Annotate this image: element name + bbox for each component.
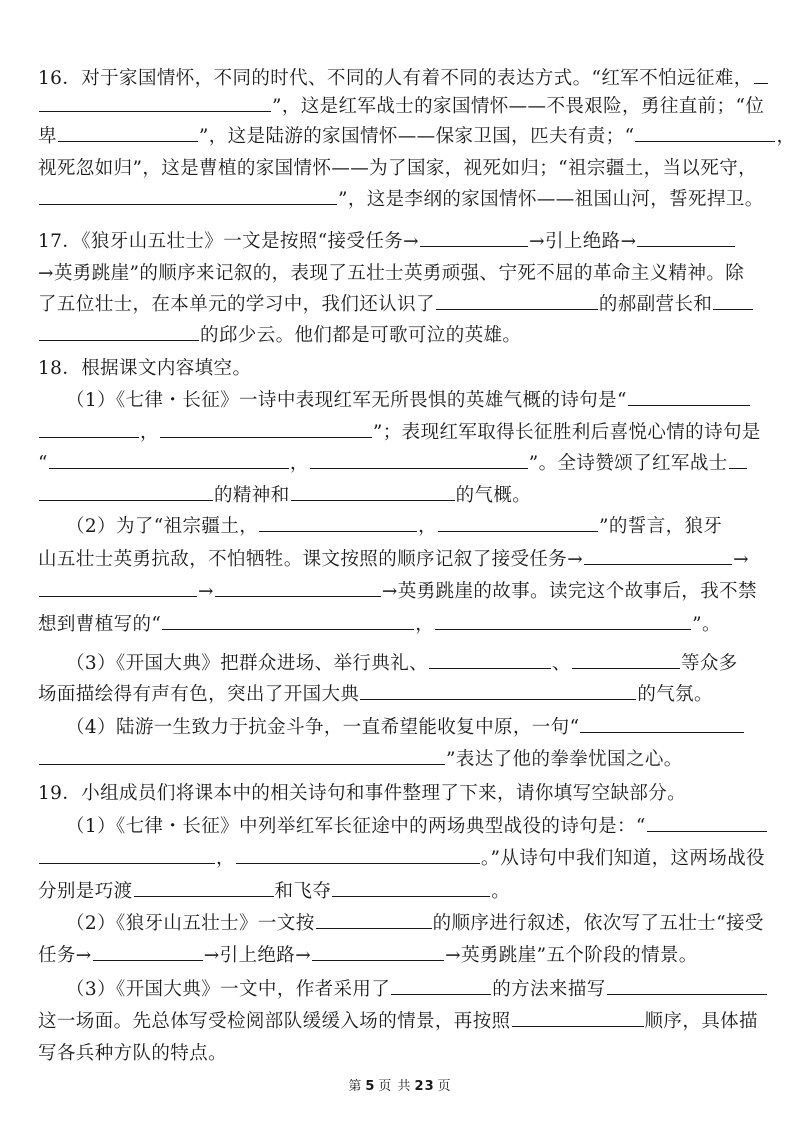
text: 19．小组成员们将课本中的相关诗句和事件整理了下来，请你填写空缺部分。 bbox=[38, 783, 687, 804]
answer-blank[interactable] bbox=[512, 1010, 644, 1027]
total-pages: 23 bbox=[414, 1079, 435, 1094]
q16-line-5 bbox=[38, 188, 768, 212]
q19-1-line-1 bbox=[66, 815, 768, 839]
q17-line-2 bbox=[38, 262, 768, 286]
text: 视死忽如归”，这是曹植的家国情怀——为了国家，视死如归；“祖宗疆土，当以死守， bbox=[38, 158, 758, 179]
answer-blank[interactable] bbox=[332, 880, 490, 897]
text: ， bbox=[140, 422, 159, 443]
q18-1-line-4 bbox=[38, 484, 768, 508]
text: ”，这是李纲的家国情怀——祖国山河，誓死捍卫。 bbox=[338, 189, 764, 210]
q16-line-1 bbox=[38, 67, 768, 91]
text: 的邱少云。他们都是可歌可泣的英雄。 bbox=[200, 325, 522, 346]
text: （1）《七律・长征》一诗中表现红军无所畏惧的英雄气概的诗句是“ bbox=[66, 390, 627, 411]
text: ”。 bbox=[692, 614, 721, 635]
answer-blank[interactable] bbox=[391, 978, 491, 995]
text: 了五位壮士，在本单元的学习中，我们还认识了 bbox=[38, 294, 435, 315]
answer-blank[interactable] bbox=[160, 421, 372, 438]
text: 顺序，具体描 bbox=[644, 1011, 758, 1032]
text: （2）《狼牙山五壮士》一文按 bbox=[66, 913, 315, 934]
text: ， bbox=[289, 453, 309, 474]
q19-2-line-1 bbox=[66, 912, 768, 936]
answer-blank[interactable] bbox=[39, 188, 337, 205]
answer-blank[interactable] bbox=[316, 912, 432, 929]
answer-blank[interactable] bbox=[754, 67, 768, 84]
text: ， bbox=[776, 126, 796, 147]
q16-line-3 bbox=[38, 125, 796, 149]
text: “ bbox=[38, 453, 48, 474]
text: ”表达了他的拳拳忧国之心。 bbox=[446, 749, 683, 770]
q19-3-line-3 bbox=[38, 1042, 768, 1066]
text: 的精神和 bbox=[214, 485, 290, 506]
answer-blank[interactable] bbox=[435, 613, 691, 630]
text: 想到曹植写的“ bbox=[38, 614, 162, 635]
answer-blank[interactable] bbox=[607, 978, 767, 995]
q19-1-line-2 bbox=[38, 847, 768, 871]
text: 场面描绘得有声有色，突出了开国大典 bbox=[38, 684, 360, 705]
text: （1）《七律・长征》中列举红军长征途中的两场典型战役的诗句是：“ bbox=[66, 816, 646, 837]
answer-blank[interactable] bbox=[436, 293, 598, 310]
q18-2-line-4 bbox=[38, 613, 768, 637]
text: ”，这是陆游的家国情怀——保家卫国，匹夫有责；“ bbox=[198, 126, 635, 147]
text: 的顺序进行叙述，依次写了五壮士“接受 bbox=[432, 913, 764, 934]
q17-line-3 bbox=[38, 293, 768, 317]
q17-line-4 bbox=[38, 324, 768, 348]
answer-blank[interactable] bbox=[628, 389, 750, 406]
answer-blank[interactable] bbox=[39, 748, 445, 765]
answer-blank[interactable] bbox=[637, 230, 735, 247]
text: 写各兵种方队的特点。 bbox=[38, 1043, 228, 1064]
text: 等众多 bbox=[680, 653, 738, 674]
q18-2-line-3 bbox=[38, 580, 768, 604]
text: → bbox=[198, 581, 214, 602]
text: 的气氛。 bbox=[637, 684, 713, 705]
answer-blank[interactable] bbox=[310, 452, 528, 469]
answer-blank[interactable] bbox=[312, 944, 444, 961]
text: ， bbox=[418, 516, 438, 537]
answer-blank[interactable] bbox=[39, 95, 271, 112]
answer-blank[interactable] bbox=[729, 452, 747, 469]
answer-blank[interactable] bbox=[49, 452, 289, 469]
text: 任务→ bbox=[38, 945, 92, 966]
page-number: 5 bbox=[365, 1079, 376, 1094]
q19-1-line-3 bbox=[38, 880, 768, 904]
answer-blank[interactable] bbox=[236, 847, 480, 864]
q16-line-2 bbox=[38, 95, 768, 119]
answer-blank[interactable] bbox=[360, 683, 636, 700]
q19-2-line-2 bbox=[38, 944, 768, 968]
text: ”。全诗赞颂了红军战士 bbox=[528, 453, 728, 474]
answer-blank[interactable] bbox=[39, 421, 139, 438]
footer-text: 页 共 bbox=[378, 1079, 412, 1094]
text: 这一场面。先总体写受检阅部队缓缓入场的情景，再按照 bbox=[38, 1011, 511, 1032]
answer-blank[interactable] bbox=[39, 484, 213, 501]
q18-3-line-1 bbox=[66, 652, 768, 676]
q18-4-line-2 bbox=[38, 748, 768, 772]
text: ”；表现红军取得长征胜利后喜悦心情的诗句是 bbox=[372, 422, 761, 443]
text: （3）《开国大典》把群众进场、举行典礼、 bbox=[66, 653, 429, 674]
answer-blank[interactable] bbox=[39, 847, 215, 864]
text: →英勇跳崖的故事。读完这个故事后，我不禁 bbox=[381, 581, 757, 602]
text: ”，这是红军战士的家国情怀——不畏艰险，勇往直前；“位 bbox=[272, 96, 765, 117]
q19-3-line-1 bbox=[66, 978, 768, 1002]
text: 分别是巧渡 bbox=[38, 881, 133, 902]
q18-1-line-1 bbox=[66, 389, 768, 413]
footer-text: 页 bbox=[437, 1079, 452, 1094]
text: →英勇跳崖”五个阶段的情景。 bbox=[445, 945, 698, 966]
text: 、 bbox=[552, 653, 571, 674]
answer-blank[interactable] bbox=[584, 548, 732, 565]
q18-2-line-2 bbox=[38, 548, 768, 572]
text: 18．根据课文内容填空。 bbox=[38, 358, 252, 379]
answer-blank[interactable] bbox=[647, 815, 767, 832]
answer-blank[interactable] bbox=[39, 580, 197, 597]
text: 和飞夺 bbox=[274, 881, 332, 902]
q18-4-line-1 bbox=[66, 716, 768, 740]
q19-3-line-2 bbox=[38, 1010, 768, 1034]
q19-title bbox=[38, 782, 768, 806]
answer-blank[interactable] bbox=[215, 580, 381, 597]
text: →英勇跳崖”的顺序来记叙的，表现了五壮士英勇顽强、宁死不屈的革命主义精神。除 bbox=[38, 263, 745, 284]
text: 的郝副营长和 bbox=[598, 294, 713, 315]
text: （3）《开国大典》一文中，作者采用了 bbox=[66, 979, 391, 1000]
q18-2-line-1 bbox=[66, 515, 768, 539]
answer-blank[interactable] bbox=[291, 484, 455, 501]
text: ”的誓言，狼牙 bbox=[599, 516, 723, 537]
text: →引上绝路→ bbox=[203, 945, 312, 966]
answer-blank[interactable] bbox=[580, 716, 744, 733]
answer-blank[interactable] bbox=[713, 293, 753, 310]
text: →引上绝路→ bbox=[529, 231, 637, 252]
text: （4）陆游一生致力于抗金斗争，一直希望能收复中原，一句“ bbox=[66, 717, 580, 738]
answer-blank[interactable] bbox=[259, 515, 417, 532]
text: → bbox=[733, 549, 750, 570]
answer-blank[interactable] bbox=[134, 880, 274, 897]
answer-blank[interactable] bbox=[420, 230, 528, 247]
answer-blank[interactable] bbox=[429, 652, 551, 669]
q18-3-line-2 bbox=[38, 683, 768, 707]
text: 17．《狼牙山五壮士》一文是按照“接受任务→ bbox=[38, 231, 420, 252]
answer-blank[interactable] bbox=[438, 515, 598, 532]
answer-blank[interactable] bbox=[635, 125, 775, 142]
q18-1-line-3 bbox=[38, 452, 768, 476]
text: 16．对于家国情怀，不同的时代、不同的人有着不同的表达方式。“红军不怕远征难， bbox=[38, 68, 753, 89]
q18-title bbox=[38, 357, 768, 381]
answer-blank[interactable] bbox=[93, 944, 203, 961]
text: （2）为了“祖宗疆土， bbox=[66, 516, 259, 537]
answer-blank[interactable] bbox=[572, 652, 680, 669]
text: 的气概。 bbox=[455, 485, 532, 506]
q18-1-line-2 bbox=[38, 421, 768, 445]
text: 卑 bbox=[38, 126, 57, 147]
text: 。”从诗句中我们知道，这两场战役 bbox=[480, 848, 766, 869]
text: 山五壮士英勇抗敌，不怕牺牲。课文按照的顺序记叙了接受任务→ bbox=[38, 549, 584, 570]
text: 。 bbox=[491, 881, 511, 902]
q16-line-4 bbox=[38, 157, 768, 181]
footer-text: 第 bbox=[348, 1079, 363, 1094]
answer-blank[interactable] bbox=[39, 324, 199, 341]
page-footer bbox=[0, 1075, 800, 1094]
text: 的方法来描写 bbox=[492, 979, 606, 1000]
answer-blank[interactable] bbox=[58, 125, 198, 142]
text: ， bbox=[216, 848, 235, 869]
answer-blank[interactable] bbox=[162, 613, 414, 630]
text: ， bbox=[415, 614, 435, 635]
q17-line-1 bbox=[38, 230, 768, 254]
